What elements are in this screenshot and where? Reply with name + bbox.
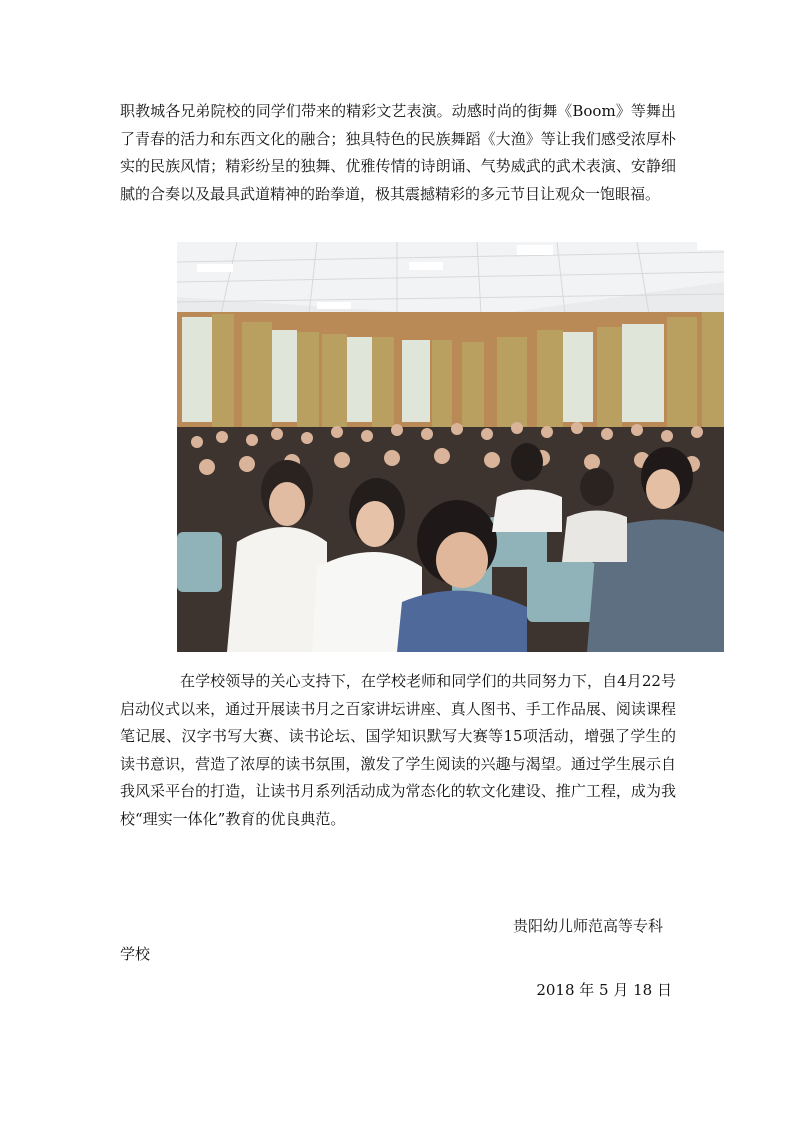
signature-school-continued: 学校: [120, 945, 151, 963]
paragraph-performances: 职教城各兄弟院校的同学们带来的精彩文艺表演。动感时尚的街舞《Boom》等舞出了青春的活力和东西文化的融合；独具特色的民族舞蹈《大渔》等让我们感受浓厚朴实的民族风情；精彩纷呈的独舞、优雅传情的诗朗诵、气势威武的武术表演、安静细腻的合奏以及最具武道精神的跆拳道，极其震撼精彩的多元节目让观众一饱眼福。: [120, 102, 676, 203]
signature-school: 贵阳幼儿师范高等专科: [512, 917, 663, 935]
signature-date: 2018 年 5 月 18 日: [536, 981, 672, 999]
audience-photo: [177, 242, 724, 652]
paragraph-reading-month: 在学校领导的关心支持下，在学校老师和同学们的共同努力下，自4月22号启动仪式以来，通过开展读书月之百家讲坛讲座、真人图书、手工作品展、阅读课程笔记展、汉字书写大赛、读书论坛、国学知识默写大赛等15项活动，增强了学生的读书意识，营造了浓厚的读书氛围，激发了学生阅读的兴趣与渴望。通过学生展示自我风采平台的打造，让读书月系列活动成为常态化的软文化建设、推广工程，成为我校“理实一体化”教育的优良典范。: [120, 672, 676, 828]
